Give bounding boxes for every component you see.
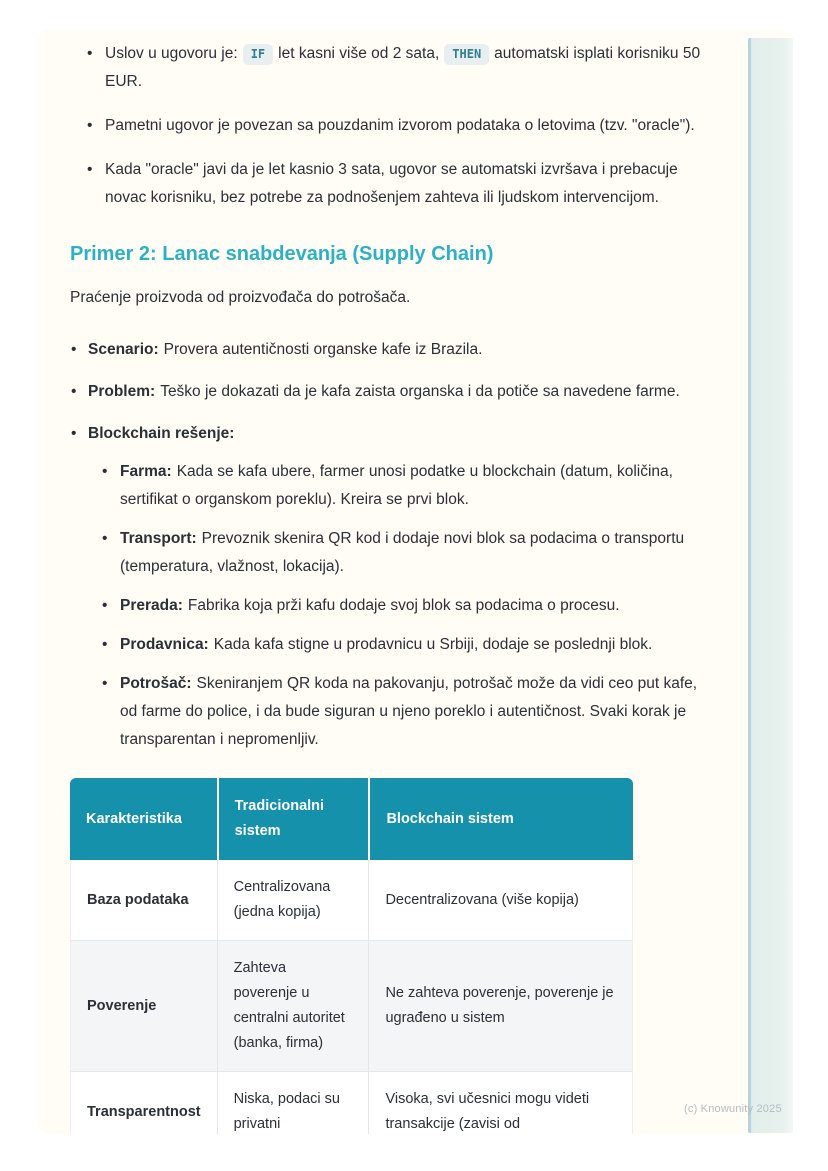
watermark: (c) Knowunity 2025 [684, 1103, 782, 1115]
item-text: Uslov u ugovoru je: [105, 45, 238, 62]
table-row [70, 1072, 633, 1134]
list-item [70, 336, 715, 364]
list-item [88, 458, 715, 514]
section-intro: Praćenje proizvoda od proizvođača do potrošača. [70, 289, 411, 306]
table-header-row [70, 778, 633, 860]
section-heading: Primer 2: Lanac snabdevanja (Supply Chain) [70, 243, 494, 265]
item-label: Farma: [120, 463, 172, 480]
item-text: automatski isplati korisniku 50 EUR. [105, 45, 701, 90]
item-text: Kada "oracle" javi da je let kasnio 3 sata, ugovor se automatski izvršava i prebacuje novac korisniku, bez potrebe za podnošenjem zahteva ili ljudskom intervencijom. [105, 161, 678, 206]
blockchain-steps-list [88, 458, 715, 754]
item-text: let kasni više od 2 sata, [278, 45, 440, 62]
table-header-cell: Blockchain sistem [368, 778, 633, 860]
list-item [88, 670, 715, 754]
item-label: Scenario: [88, 341, 159, 358]
table-cell: Niska, podaci su privatni [217, 1072, 369, 1134]
page-edge-strip [748, 38, 793, 1133]
item-text: Teško je dokazati da je kafa zaista organska i da potiče sa navedene farme. [160, 383, 680, 400]
item-label: Potrošač: [120, 675, 192, 692]
table-header-cell: Karakteristika [70, 778, 217, 860]
table-cell: Poverenje [70, 941, 217, 1072]
table-row [70, 941, 633, 1072]
document-content [38, 30, 790, 1134]
table-cell: Ne zahteva poverenje, poverenje je ugrađeno u sistem [368, 941, 633, 1072]
list-item [70, 420, 715, 754]
item-text: Provera autentičnosti organske kafe iz Brazila. [163, 341, 483, 358]
item-text: Skeniranjem QR koda na pakovanju, potrošač može da vidi ceo put kafe, od farme do police, i da bude siguran u njeno poreklo i autentičnost. Svaki korak je transparentan i nepromenljiv. [120, 675, 698, 748]
item-label: Prerada: [120, 597, 183, 614]
document-page [38, 30, 790, 1134]
list-item [88, 592, 715, 620]
item-label: Blockchain rešenje: [88, 425, 235, 442]
list-item [70, 156, 715, 212]
table-cell: Centralizovana (jedna kopija) [217, 860, 369, 941]
item-label: Prodavnica: [120, 636, 209, 653]
table-header-cell: Tradicionalni sistem [217, 778, 369, 860]
table-cell: Zahteva poverenje u centralni autoritet (banka, firma) [217, 941, 369, 1072]
table-cell: Decentralizovana (više kopija) [368, 860, 633, 941]
list-item [70, 378, 715, 406]
item-text: Kada se kafa ubere, farmer unosi podatke u blockchain (datum, količina, sertifikat o organskom poreklu). Kreira se prvi blok. [120, 463, 673, 508]
code-badge-then: THEN [444, 44, 489, 65]
table-cell: Baza podataka [70, 860, 217, 941]
list-item [70, 112, 715, 140]
comparison-table [70, 778, 633, 1134]
list-item [88, 631, 715, 659]
item-text: Pametni ugovor je povezan sa pouzdanim izvorom podataka o letovima (tzv. "oracle"). [105, 117, 695, 134]
item-label: Transport: [120, 530, 197, 547]
list-item [70, 40, 715, 96]
item-label: Problem: [88, 383, 156, 400]
supply-chain-list [70, 336, 715, 754]
table-cell: Transparentnost [70, 1072, 217, 1134]
code-badge-if: IF [243, 44, 273, 65]
table-row [70, 860, 633, 941]
table-cell: Visoka, svi učesnici mogu videti transakcije (zavisi od [368, 1072, 633, 1134]
item-text: Fabrika koja prži kafu dodaje svoj blok sa podacima o procesu. [187, 597, 620, 614]
item-text: Kada kafa stigne u prodavnicu u Srbiji, dodaje se poslednji blok. [213, 636, 653, 653]
smart-contract-list [70, 40, 715, 212]
item-text: Prevoznik skenira QR kod i dodaje novi blok sa podacima o transportu (temperatura, vlažnost, lokacija). [120, 530, 685, 575]
list-item [88, 525, 715, 581]
